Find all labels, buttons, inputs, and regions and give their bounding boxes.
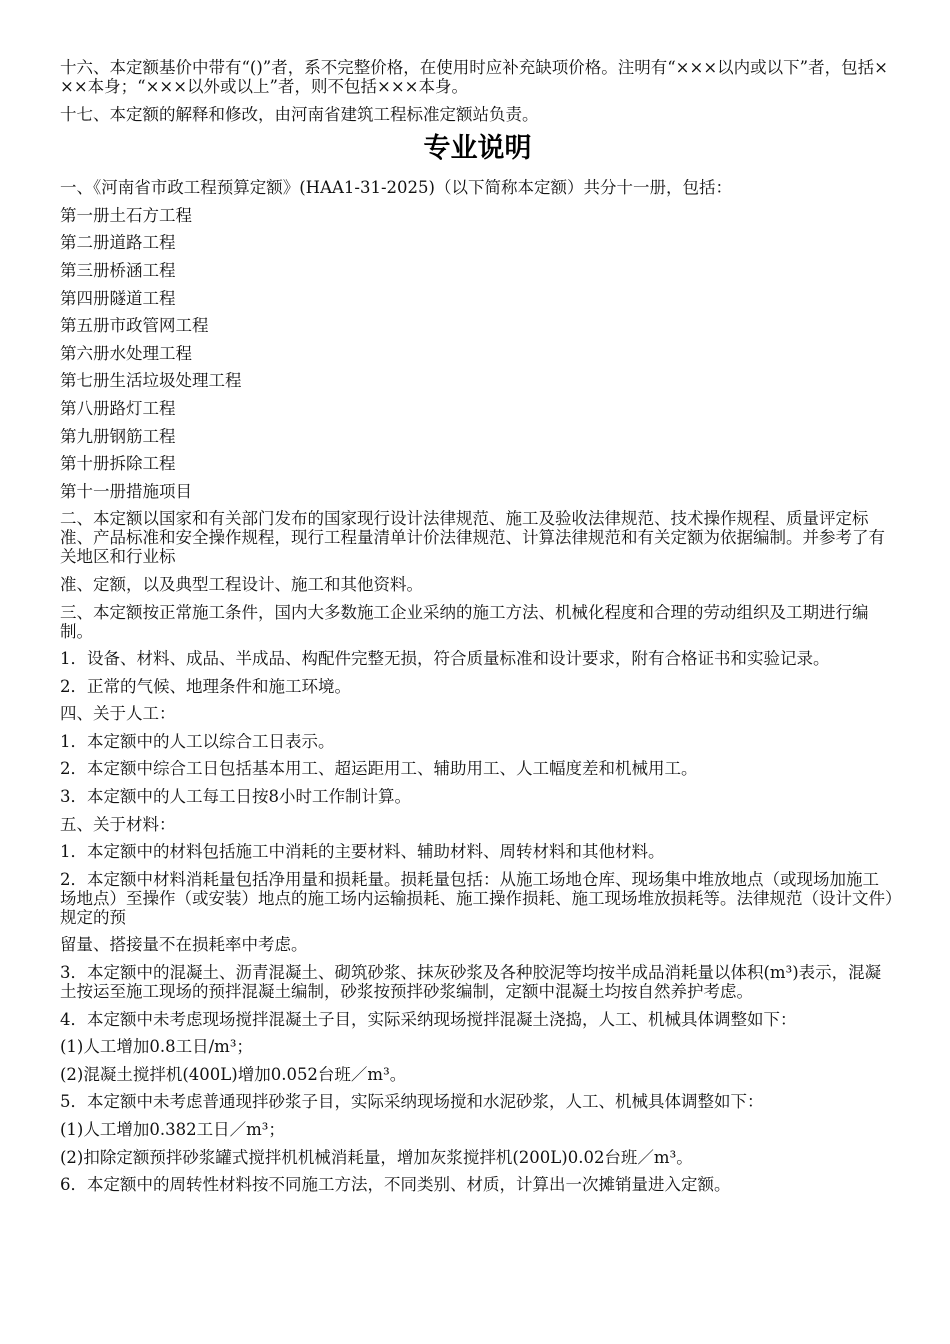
- section-paragraph: 1．设备、材料、成品、半成品、构配件完整无损，符合质量标准和设计要求，附有合格证书和实验记录。: [60, 649, 830, 669]
- section-paragraph: 1．本定额中的材料包括施工中消耗的主要材料、辅助材料、周转材料和其他材料。: [60, 842, 665, 862]
- paragraph-sixteen: 十六、本定额基价中带有“()”者，系不完整价格，在使用时应补充缺项价格。注明有“×××以内或以下”者，包括×××本身；“×××以外或以上”者，则不包括×××本身。: [60, 58, 888, 96]
- section-paragraph: 4．本定额中未考虑现场搅拌混凝土子目，实际采纳现场搅拌混凝土浇捣，人工、机械具体调整如下：: [60, 1009, 797, 1029]
- section-paragraph: 二、本定额以国家和有关部门发布的国家现行设计法律规范、施工及验收法律规范、技术操作规程、质量评定标准、产品标准和安全操作规程，现行工程量清单计价法律规范、计算法律规范和有关定额为依据编制。并参考了有关地区和行业标: [60, 509, 885, 567]
- section-paragraph: (2)扣除定额预拌砂浆罐式搅拌机机械消耗量，增加灰浆搅拌机(200L)0.02台班／m³。: [60, 1147, 693, 1167]
- section-paragraph: 2．正常的气候、地理条件和施工环境。: [60, 676, 351, 696]
- section-paragraph: 第十册拆除工程: [60, 454, 176, 474]
- section-paragraph: 第五册市政管网工程: [60, 316, 209, 336]
- section-paragraph: 四、关于人工：: [60, 704, 176, 724]
- section-paragraph: 第六册水处理工程: [60, 343, 192, 363]
- section-paragraph: 第三册桥涵工程: [60, 260, 176, 280]
- section-paragraph: 1．本定额中的人工以综合工日表示。: [60, 731, 335, 751]
- section-paragraph: 第八册路灯工程: [60, 398, 176, 418]
- section-paragraph: 3．本定额中的混凝土、沥青混凝土、砌筑砂浆、抹灰砂浆及各种胶泥等均按半成品消耗量以体积(m³)表示，混凝土按运至施工现场的预拌混凝土编制，砂浆按预拌砂浆编制，定额中混凝土均按自然养护考虑。: [60, 963, 882, 1002]
- section-paragraph: (1)人工增加0.8工日/m³；: [60, 1037, 253, 1057]
- paragraph-seventeen: 十七、本定额的解释和修改，由河南省建筑工程标准定额站负责。: [60, 104, 539, 124]
- section-paragraph: 第四册隧道工程: [60, 288, 176, 308]
- section-paragraph: 6．本定额中的周转性材料按不同施工方法，不同类别、材质，计算出一次摊销量进入定额。: [60, 1175, 731, 1195]
- section-paragraph: 准、定额，以及典型工程设计、施工和其他资料。: [60, 574, 423, 594]
- document-page: [60, 58, 895, 1203]
- section-paragraph: 第九册钢筋工程: [60, 426, 176, 446]
- section-paragraph: (1)人工增加0.382工日／m³；: [60, 1120, 285, 1139]
- section-paragraph: 一、《河南省市政工程预算定额》(HAA1-31-2025)（以下简称本定额）共分十一册，包括：: [60, 178, 732, 198]
- section-paragraph: 第一册土石方工程: [60, 205, 192, 225]
- section-paragraph: 第二册道路工程: [60, 233, 176, 253]
- section-body: [60, 178, 895, 1194]
- section-paragraph: 留量、搭接量不在损耗率中考虑。: [60, 935, 308, 955]
- section-paragraph: 第十一册措施项目: [60, 481, 192, 501]
- section-paragraph: (2)混凝土搅拌机(400L)增加0.052台班／m³。: [60, 1064, 407, 1084]
- section-paragraph: 3．本定额中的人工每工日按8小时工作制计算。: [60, 787, 411, 807]
- section-paragraph: 2．本定额中材料消耗量包括净用量和损耗量。损耗量包括：从施工场地仓库、现场集中堆放地点（或现场加施工场地点）至操作（或安装）地点的施工场内运输损耗、施工操作损耗、施工现场堆放损耗等。法律规范（设计文件）规定的预: [60, 869, 894, 927]
- section-paragraph: 三、本定额按正常施工条件，国内大多数施工企业采纳的施工方法、机械化程度和合理的劳动组织及工期进行编制。: [60, 602, 869, 641]
- section-paragraph: 第七册生活垃圾处理工程: [60, 371, 242, 391]
- section-paragraph: 2．本定额中综合工日包括基本用工、超运距用工、辅助用工、人工幅度差和机械用工。: [60, 759, 698, 779]
- section-title: 专业说明: [423, 133, 532, 165]
- section-paragraph: 5．本定额中未考虑普通现拌砂浆子目，实际采纳现场搅和水泥砂浆，人工、机械具体调整如下：: [60, 1092, 764, 1112]
- section-paragraph: 五、关于材料：: [60, 814, 176, 834]
